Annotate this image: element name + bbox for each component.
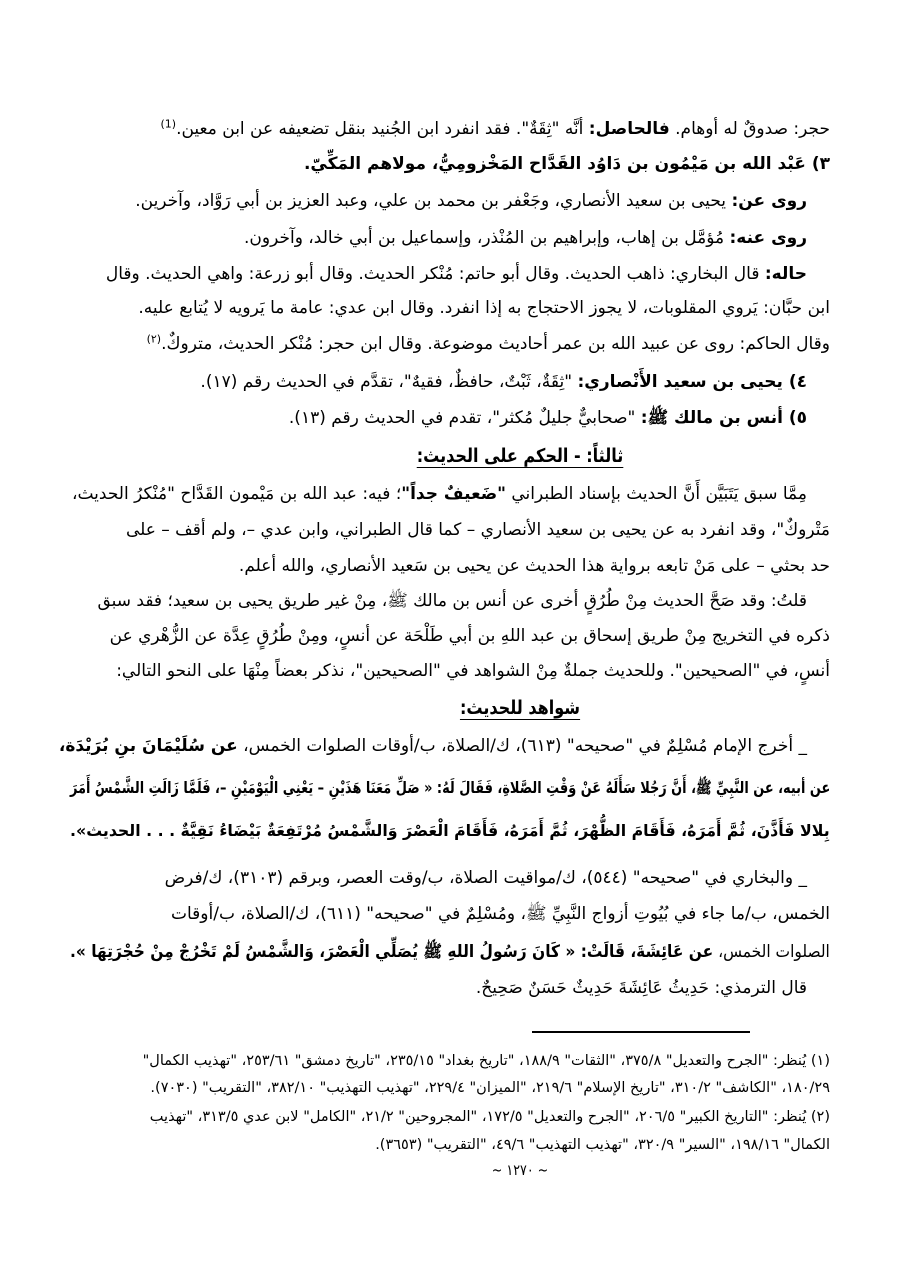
label-run: روى عن: [731,191,807,211]
hadith-text [70,815,830,847]
label-run: حاله: [764,264,807,284]
footnote-line [150,1104,830,1130]
bold-run: عن سُلَيْمَانَ بنِ بُرَيْدَة، [58,736,238,756]
bold-run: فالحاصل: [588,119,670,139]
text-line [126,514,830,546]
text-run: أنسٍ، في "الصحيحين". وللحديث جملةٌ مِنْ الشواهد في "الصحيحين"، نذكر بعضاً مِنْهَا على النحو التالي: [116,661,830,681]
text-run: ؛ فيه: عبد الله بن مَيْمون القَدَّاح "مُنْكرُ الحديث، [72,484,402,504]
text-run: _ والبخاري في "صحيحه" (٥٤٤)، ك/مواقيت الصلاة، ب/وقت العصر، وبرقم (٣١٠٣)، ك/فرض [164,868,807,888]
footnote-line [143,1048,830,1074]
text-line [147,328,830,360]
section-heading [140,692,900,724]
text-line [116,655,830,687]
footnote-line [150,1075,830,1101]
footnote-text: (١) يُنظر: "الجرح والتعديل" ٣٧٥/٨، "الثقات" ١٨٨/٩، "تاريخ بغداد" ٢٣٥/١٥، "تاريخ دمشق" ٢٥٣/٦١، "تهذيب الكمال" [142,1053,830,1069]
footnote-text: الكمال" ١٩٨/١٦، "السير" ٣٢٠/٩، "تهذيب التهذيب" ٤٩/٦، "التقريب" (٣٦٥٣). [375,1137,830,1153]
text-line [110,620,830,652]
text-run: ٣) عَبْد الله بن مَيْمُون بن دَاوُد القَدَّاح المَخْزومِيُّ، مولاهم المَكِّيّ. [303,154,830,174]
narrator-name: ٥) أنس بن مالك ﷺ: [640,408,807,428]
bold-run: "ضَعيفٌ جداً" [401,484,506,504]
page-number-text: ~ ١٢٧٠ ~ [491,1161,549,1179]
heading-text: ثالثاً: - الحكم على الحديث: [416,445,624,467]
text-run: حجر: صدوقٌ له أوهام. [669,119,830,139]
text-line [244,222,807,254]
text-line [70,936,830,968]
footnote-text: ١٨٠/٢٩، "الكاشف" ٣١٠/٢، "تاريخ الإسلام" ٢١٩/٦، "الميزان" ٢٢٩/٤، "تهذيب التهذيب" ٣٨٢/١٠، "التقريب" (٧٠٣٠). [150,1080,830,1096]
text-run: مِمَّا سبق يَتَبَيَّن أَنَّ الحديث بإسناد الطبراني [505,484,807,504]
text-run: "ثِقَةٌ، ثَبْتٌ، حافظٌ، فقيهٌ"، تقدَّم في الحديث رقم (١٧). [200,372,578,392]
text-line [289,402,807,434]
text-line [171,898,830,930]
text-line [106,258,807,290]
footnote-text: (٢) يُنظر: "التاريخ الكبير" ٢٠٦/٥، "الجرح والتعديل" ١٧٢/٥، "المجروحين" ٢١/٢، "الكامل" لابن عدي ٣١٣/٥، "تهذيب [149,1109,830,1125]
text-line [138,292,830,324]
text-run: قال البخاري: ذاهب الحديث. وقال أبو حاتم: مُنْكر الحديث. وقال أبو زرعة: واهي الحديث. وقال [105,264,765,284]
footnote-separator [532,1031,750,1033]
footnote-marker: (1) [160,117,177,131]
text-line [239,550,830,582]
text-run: حد بحثي – على مَنْ تابعه برواية هذا الحديث عن يحيى بن سَعيد الأنصاري، والله أعلم. [238,556,830,576]
footnote-line [375,1132,830,1158]
text-line [97,585,807,617]
text-run: الخمس، ب/ما جاء في بُيُوتِ أزواج النَّبِيِّ ﷺ، ومُسْلِمٌ في "صحيحه" (٦١١)، ك/الصلاة، ب/أوقات [171,904,830,924]
heading-text: شواهد للحديث: [459,697,581,719]
label-run: روى عنه: [729,228,807,248]
narrator-title [304,148,830,180]
text-run: مُؤمَّل بن إهاب، وإبراهيم بن المُنْذر، وإسماعيل بن أبي خالد، وآخرون. [243,228,730,248]
text-run: "صحابيٌّ جليلٌ مُكثر"، تقدم في الحديث رقم (١٣). [288,408,641,428]
text-line [200,366,807,398]
text-run: أنَّه "ثِقَةٌ". فقد انفرد ابن الجُنيد بنقل تضعيفه عن ابن معين. [176,119,589,139]
text-line [59,730,807,762]
bold-run: عن عَائِشَةَ، قَالَتْ: « كَانَ رَسُولُ اللهِ ﷺ يُصَلِّي الْعَصْرَ، وَالشَّمْسُ لَمْ تَخْرُجْ مِنْ حُجْرَتِهَا ». [70,942,714,962]
footnote-marker: (٢) [146,332,162,346]
text-run: يحيى بن سعيد الأنصاري، وجَعْفر بن محمد بن علي، وعبد العزيز بن أبي رَوَّاد، وآخرين. [135,191,732,211]
text-run: ابن حبَّان: يَروي المقلوبات، لا يجوز الاحتجاج به إذا انفرد. وقال ابن عدي: عامة ما يَرويه لا يُتابع عليه. [138,298,830,318]
text-run: عن أبيه، عن النَّبِيِّ ﷺ، أَنَّ رَجُلا سَأَلَهُ عَنْ وَقْتِ الصَّلاةِ، فَقَالَ لَهُ: « صَلِّ مَعَنَا هَذَيْنِ – يَعْنِي الْيَوْمَيْنِ –، فَلَمَّا زَالَتِ الشَّمْسُ أَمَرَ [69,778,830,797]
text-line [135,185,807,217]
text-run: الصلوات الخمس، [713,942,830,962]
text-run: قلتُ: وقد صَحَّ الحديث مِنْ طُرُقٍ أخرى عن أنس بن مالك ﷺ، مِنْ غير طريق يحيى بن سعيد؛ فقد سبق [97,591,807,611]
text-run: ذكره في التخريج مِنْ طريق إسحاق بن عبد اللهِ بن أبي طَلْحَة عن أنسٍ، ومِنْ طُرُقٍ عِدَّة عن الزُّهْري عن [109,626,830,646]
text-run: مَتْروكٌ"، وقد انفرد به عن يحيى بن سعيد الأنصاري – كما قال الطبراني، وابن عدي –، ولم أقف – على [125,520,830,540]
text-line [165,862,807,894]
text-line [72,478,807,510]
hadith-text [70,772,830,804]
page-number [140,1157,900,1183]
section-heading [140,440,900,472]
text-run: قال الترمذي: حَدِيثُ عَائِشَةَ حَدِيثٌ حَسَنٌ صَحِيحٌ. [475,978,807,998]
narrator-name: ٤) يحيى بن سعيد الأَنْصاري: [577,372,807,392]
text-run: بِلالا فَأَذَّنَ، ثُمَّ أَمَرَهُ، فَأَقَامَ الظُّهْرَ، ثُمَّ أَمَرَهُ، فَأَقَامَ الْعَصْرَ وَالشَّمْسُ مُرْتَفِعَةٌ بَيْضَاءُ نَقِيَّةٌ . . . الحديث». [70,821,830,840]
text-line [160,113,830,145]
text-run: _ أخرج الإمام مُسْلِمٌ في "صحيحه" (٦١٣)، ك/الصلاة، ب/أوقات الصلوات الخمس، [237,736,807,756]
text-line [476,972,807,1004]
text-run: وقال الحاكم: روى عن عبيد الله بن عمر أحاديث موضوعة. وقال ابن حجر: مُنْكر الحديث، متروكٌ. [161,334,830,354]
